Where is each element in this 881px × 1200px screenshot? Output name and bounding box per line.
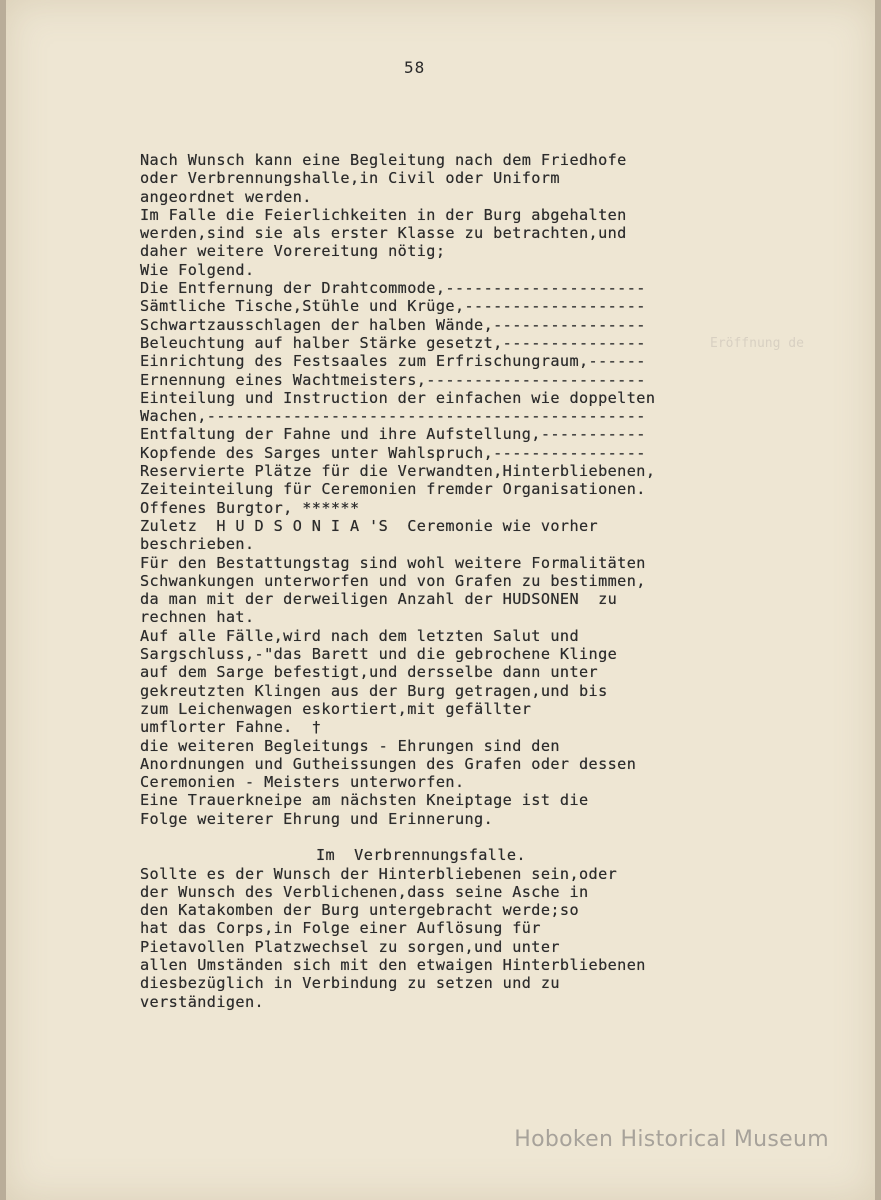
text-line: rechnen hat. (140, 608, 255, 627)
text-line: da man mit der derweiligen Anzahl der HUDSONEN zu (140, 590, 618, 609)
text-line: Offenes Burgtor, ****** (140, 498, 360, 517)
text-line: allen Umständen sich mit den etwaigen Hinterbliebenen (140, 956, 646, 975)
text-line: oder Verbrennungshalle,in Civil oder Uniform (140, 169, 560, 188)
text-line: zum Leichenwagen eskortiert,mit gefällter (140, 699, 532, 718)
text-line: verständigen. (140, 992, 265, 1011)
text-line: beschrieben. (140, 535, 255, 554)
page-number: 58 (404, 58, 426, 77)
text-line: werden,sind sie als erster Klasse zu betrachten,und (140, 224, 627, 243)
text-line: gekreutzten Klingen aus der Burg getragen,und bis (140, 681, 608, 700)
text-line: Nach Wunsch kann eine Begleitung nach dem Friedhofe (140, 151, 627, 169)
text-line: Wachen,---------------------------------------------- (140, 407, 646, 426)
text-line: den Katakomben der Burg untergebracht werde;so (140, 901, 580, 920)
text-line: die weiteren Begleitungs - Ehrungen sind den (140, 736, 560, 755)
section-heading: Im Verbrennungsfalle. (316, 846, 526, 865)
text-line: Kopfende des Sarges unter Wahlspruch,---------------- (140, 443, 646, 462)
paragraph-1 (140, 151, 750, 828)
text-line: Sargschluss,-"das Barett und die gebrochene Klinge (140, 645, 618, 664)
text-line: Sollte es der Wunsch der Hinterbliebenen sein,oder (140, 864, 618, 883)
text-line: Entfaltung der Fahne und ihre Aufstellung,----------- (140, 425, 646, 444)
text-line: auf dem Sarge befestigt,und dersselbe dann unter (140, 663, 599, 682)
text-line: Schwartzausschlagen der halben Wände,---------------- (140, 315, 646, 334)
text-line: Einteilung und Instruction der einfachen wie doppelten (140, 388, 656, 407)
text-line: Die Entfernung der Drahtcommode,--------------------- (140, 279, 646, 298)
text-line: Pietavollen Platzwechsel zu sorgen,und unter (140, 937, 560, 956)
text-line: Wie Folgend. (140, 260, 255, 279)
text-line: Auf alle Fälle,wird nach dem letzten Salut und (140, 626, 580, 645)
text-line: Zeiteinteilung für Ceremonien fremder Organisationen. (140, 480, 646, 499)
text-line: Für den Bestattungstag sind wohl weitere Formalitäten (140, 553, 646, 572)
text-line: der Wunsch des Verblichenen,dass seine Asche in (140, 882, 589, 901)
paragraph-2 (140, 865, 750, 1011)
text-line: umflorter Fahne. † (140, 718, 322, 737)
text-line: Zuletz H U D S O N I A 'S Ceremonie wie vorher (140, 516, 599, 535)
text-line: Folge weiterer Ehrung und Erinnerung. (140, 809, 494, 828)
museum-watermark: Hoboken Historical Museum (514, 1127, 829, 1152)
text-line: Einrichtung des Festsaales zum Erfrischungraum,------ (140, 352, 646, 371)
text-line: Ceremonien - Meisters unterworfen. (140, 773, 465, 792)
document-page (6, 0, 875, 1200)
text-line: Schwankungen unterworfen und von Grafen zu bestimmen, (140, 571, 646, 590)
text-line: Anordnungen und Gutheissungen des Grafen oder dessen (140, 754, 637, 773)
text-line: angeordnet werden. (140, 187, 312, 206)
typed-text-body (140, 151, 750, 1011)
text-line: Eine Trauerkneipe am nächsten Kneiptage ist die (140, 791, 589, 810)
blank-line (140, 828, 750, 846)
text-line: Im Falle die Feierlichkeiten in der Burg abgehalten (140, 205, 627, 224)
text-line: daher weitere Vorereitung nötig; (140, 242, 446, 261)
text-line: diesbezüglich in Verbindung zu setzen und zu (140, 974, 560, 993)
bleed-through-text: Eröffnung de (710, 336, 804, 351)
text-line: Ernennung eines Wachtmeisters,----------------------- (140, 370, 646, 389)
text-line: Sämtliche Tische,Stühle und Krüge,------------------- (140, 297, 646, 316)
text-line: hat das Corps,in Folge einer Auflösung für (140, 919, 541, 938)
text-line: Beleuchtung auf halber Stärke gesetzt,--------------- (140, 333, 646, 352)
text-line: Reservierte Plätze für die Verwandten,Hinterbliebenen, (140, 462, 656, 481)
